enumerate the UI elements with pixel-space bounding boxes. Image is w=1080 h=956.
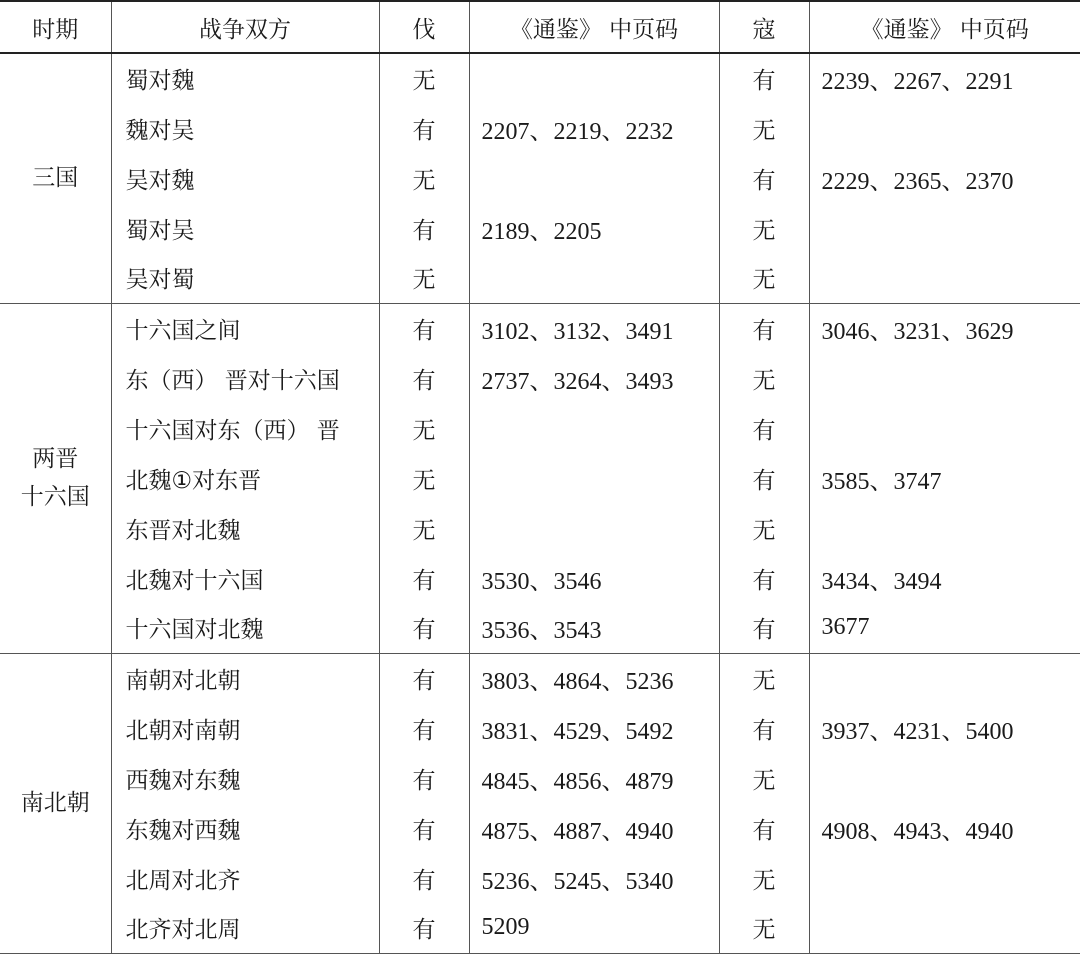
kou-cell: 有 [719, 603, 809, 653]
kou-cell: 有 [719, 553, 809, 603]
kou-pages-cell [809, 753, 1080, 803]
table-row [0, 503, 1080, 553]
kou-cell: 有 [719, 703, 809, 753]
kou-cell: 无 [719, 203, 809, 253]
table-row [0, 353, 1080, 403]
fa-pages-cell [469, 253, 719, 303]
parties-cell: 北齐对北周 [111, 903, 379, 953]
kou-pages-cell [809, 203, 1080, 253]
table-body [0, 53, 1080, 953]
header-kou: 寇 [719, 1, 809, 53]
fa-pages-cell [469, 53, 719, 103]
parties-cell: 十六国之间 [111, 303, 379, 353]
fa-pages-cell: 3536、3543 [469, 603, 719, 653]
kou-pages-cell [809, 253, 1080, 303]
fa-cell: 无 [379, 453, 469, 503]
parties-cell: 北周对北齐 [111, 853, 379, 903]
kou-cell: 无 [719, 903, 809, 953]
kou-pages-cell [809, 903, 1080, 953]
fa-pages-cell: 3530、3546 [469, 553, 719, 603]
fa-cell: 无 [379, 503, 469, 553]
fa-pages-cell [469, 403, 719, 453]
kou-pages-cell: 3434、3494 [809, 553, 1080, 603]
table-row [0, 303, 1080, 353]
kou-cell: 无 [719, 353, 809, 403]
fa-pages-cell: 3102、3132、3491 [469, 303, 719, 353]
parties-cell: 十六国对东（西） 晋 [111, 403, 379, 453]
kou-cell: 无 [719, 103, 809, 153]
table-row [0, 603, 1080, 653]
parties-cell: 北魏①对东晋 [111, 453, 379, 503]
parties-cell: 蜀对吴 [111, 203, 379, 253]
kou-pages-cell: 3046、3231、3629 [809, 303, 1080, 353]
kou-pages-cell [809, 503, 1080, 553]
table-row [0, 653, 1080, 703]
kou-pages-cell: 4908、4943、4940 [809, 803, 1080, 853]
fa-pages-cell: 2207、2219、2232 [469, 103, 719, 153]
header-parties: 战争双方 [111, 1, 379, 53]
fa-pages-cell: 5209 [469, 903, 719, 953]
fa-pages-cell: 4845、4856、4879 [469, 753, 719, 803]
kou-cell: 有 [719, 803, 809, 853]
fa-cell: 无 [379, 253, 469, 303]
period-cell: 南北朝 [0, 653, 111, 953]
fa-cell: 无 [379, 403, 469, 453]
kou-cell: 无 [719, 503, 809, 553]
kou-pages-cell: 3937、4231、5400 [809, 703, 1080, 753]
fa-cell: 有 [379, 103, 469, 153]
table-row [0, 103, 1080, 153]
parties-cell: 十六国对北魏 [111, 603, 379, 653]
kou-pages-cell [809, 853, 1080, 903]
period-cell: 三国 [0, 53, 111, 303]
table-row [0, 703, 1080, 753]
kou-cell: 无 [719, 253, 809, 303]
fa-cell: 有 [379, 753, 469, 803]
fa-cell: 有 [379, 703, 469, 753]
table-row [0, 53, 1080, 103]
kou-cell: 无 [719, 853, 809, 903]
kou-cell: 有 [719, 53, 809, 103]
fa-cell: 无 [379, 153, 469, 203]
table-row [0, 803, 1080, 853]
fa-pages-cell: 2737、3264、3493 [469, 353, 719, 403]
fa-cell: 有 [379, 203, 469, 253]
table-row [0, 203, 1080, 253]
parties-cell: 北魏对十六国 [111, 553, 379, 603]
kou-cell: 无 [719, 753, 809, 803]
fa-pages-cell: 4875、4887、4940 [469, 803, 719, 853]
header-kou-pages: 《通鉴》 中页码 [809, 1, 1080, 53]
fa-cell: 有 [379, 553, 469, 603]
kou-pages-cell: 3677 [809, 603, 1080, 653]
fa-pages-cell: 3831、4529、5492 [469, 703, 719, 753]
parties-cell: 东晋对北魏 [111, 503, 379, 553]
fa-pages-cell [469, 503, 719, 553]
parties-cell: 北朝对南朝 [111, 703, 379, 753]
header-fa-pages: 《通鉴》 中页码 [469, 1, 719, 53]
kou-cell: 有 [719, 303, 809, 353]
fa-cell: 有 [379, 903, 469, 953]
kou-cell: 有 [719, 453, 809, 503]
fa-cell: 有 [379, 803, 469, 853]
parties-cell: 吴对蜀 [111, 253, 379, 303]
fa-pages-cell [469, 453, 719, 503]
kou-pages-cell [809, 403, 1080, 453]
kou-cell: 有 [719, 403, 809, 453]
fa-pages-cell: 3803、4864、5236 [469, 653, 719, 703]
kou-pages-cell: 2239、2267、2291 [809, 53, 1080, 103]
table-row [0, 403, 1080, 453]
period-cell: 两晋 十六国 [0, 303, 111, 653]
table-row [0, 903, 1080, 953]
kou-cell: 无 [719, 653, 809, 703]
header-period: 时期 [0, 1, 111, 53]
fa-pages-cell [469, 153, 719, 203]
parties-cell: 南朝对北朝 [111, 653, 379, 703]
fa-pages-cell: 5236、5245、5340 [469, 853, 719, 903]
parties-cell: 蜀对魏 [111, 53, 379, 103]
parties-cell: 魏对吴 [111, 103, 379, 153]
table-row [0, 153, 1080, 203]
table-header-row [0, 1, 1080, 53]
kou-pages-cell [809, 103, 1080, 153]
kou-pages-cell [809, 653, 1080, 703]
fa-cell: 有 [379, 603, 469, 653]
fa-cell: 有 [379, 853, 469, 903]
table-row [0, 553, 1080, 603]
fa-cell: 有 [379, 653, 469, 703]
table-row [0, 853, 1080, 903]
parties-cell: 东（西） 晋对十六国 [111, 353, 379, 403]
kou-cell: 有 [719, 153, 809, 203]
table-row [0, 453, 1080, 503]
fa-cell: 有 [379, 303, 469, 353]
parties-cell: 东魏对西魏 [111, 803, 379, 853]
header-fa: 伐 [379, 1, 469, 53]
parties-cell: 西魏对东魏 [111, 753, 379, 803]
kou-pages-cell: 2229、2365、2370 [809, 153, 1080, 203]
table-row [0, 253, 1080, 303]
fa-pages-cell: 2189、2205 [469, 203, 719, 253]
kou-pages-cell [809, 353, 1080, 403]
kou-pages-cell: 3585、3747 [809, 453, 1080, 503]
fa-cell: 无 [379, 53, 469, 103]
fa-cell: 有 [379, 353, 469, 403]
parties-cell: 吴对魏 [111, 153, 379, 203]
table-row [0, 753, 1080, 803]
